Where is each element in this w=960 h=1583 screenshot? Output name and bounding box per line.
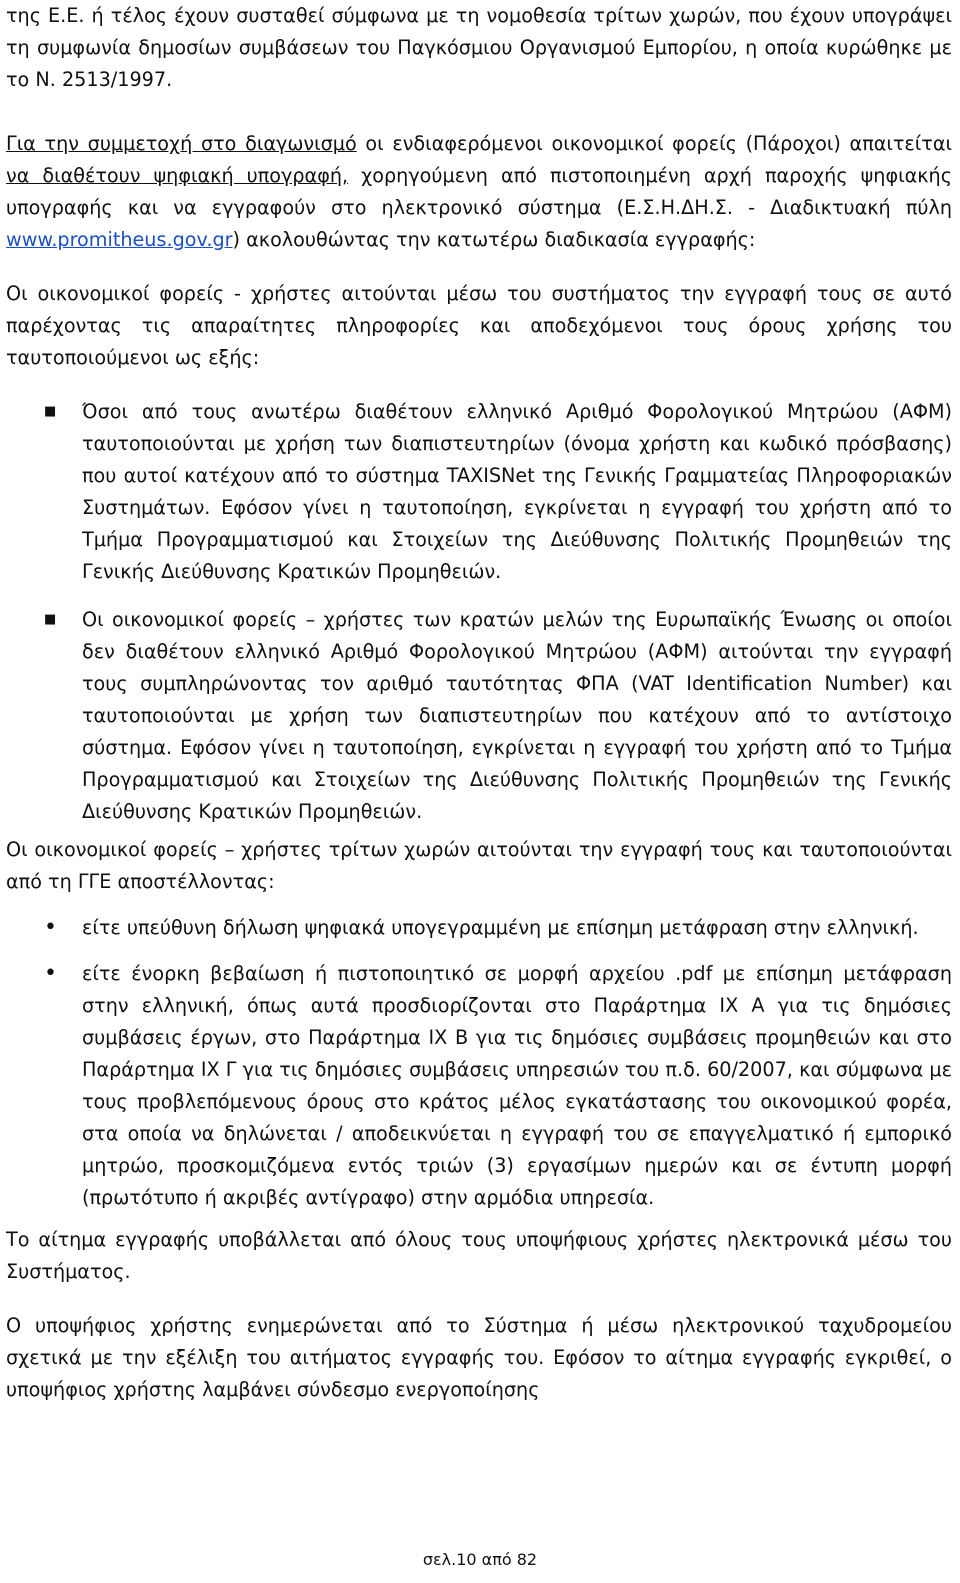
list-item-text: είτε υπεύθυνη δήλωση ψηφιακά υπογεγραμμένη με επίσημη μετάφραση στην ελληνική. — [82, 916, 919, 939]
paragraph-request-submission: Το αίτημα εγγραφής υποβάλλεται από όλους τους υποψήφιους χρήστες ηλεκτρονικά μέσω του Συστήματος. — [6, 1228, 952, 1283]
square-bullet-icon: ■ — [44, 612, 57, 627]
paragraph-users-identification: Οι οικονομικοί φορείς - χρήστες αιτούνται μέσω του συστήματος την εγγραφή τους σε αυτό παρέχοντας τις απαραίτητες πληροφορίες και αποδεχόμενοι τους όρους χρήσης του ταυτοποιούμενοι ως εξής: — [6, 282, 952, 369]
paragraph-candidate-notification: Ο υποψήφιος χρήστης ενημερώνεται από το Σύστημα ή μέσω ηλεκτρονικού ταχυδρομείου σχετικά με την εξέλιξη του αιτήματος εγγραφής του. Εφόσον το αίτημα εγγραφής εγκριθεί, ο υποψήφιος χρήστης λαμβάνει σύνδεσμο ενεργοποίησης — [6, 1314, 952, 1401]
list-item — [6, 912, 952, 944]
list-item-text: Όσοι από τους ανωτέρω διαθέτουν ελληνικό Αριθμό Φορολογικού Μητρώου (ΑΦΜ) ταυτοποιούνται με χρήση των διαπιστευτηρίων (όνομα χρήστη και κωδικό πρόσβασης) που αυτοί κατέχουν από το σύστημα TAXISNet της Γενικής Γραμματείας Πληροφοριακών Συστημάτων. Εφόσον γίνει η ταυτοποίηση, εγκρίνεται η εγγραφή του χρήστη από το Τμήμα Προγραμματισμού και Στοιχείων της Διεύθυνσης Πολιτικής Προμηθειών της Γενικής Διεύθυνσης Κρατικών Προμηθειών. — [82, 400, 952, 583]
list-item — [6, 958, 952, 1214]
spacer — [6, 256, 952, 278]
spacer — [6, 374, 952, 396]
list-item — [6, 604, 952, 828]
spacer — [6, 1288, 952, 1310]
list-item-text: είτε ένορκη βεβαίωση ή πιστοποιητικό σε μορφή αρχείου .pdf με επίσημη μετάφραση στην ελληνική, όπως αυτά προσδιορίζονται στο Παράρτημα ΙΧ Α για τις δημόσιες συμβάσεις έργων, στο Παράρτημα ΙΧ Β για τις δημόσιες συμβάσεις προμηθειών και στο Παράρτημα ΙΧ Γ για τις δημόσιες συμβάσεις υπηρεσιών του π.δ. 60/2007, και σύμφωνα με τους προβλεπόμενους όρους στο κράτος μέλος εγκατάστασης του οικονομικού φορέα, στα οποία να δηλώνεται / αποδεικνύεται η εγγραφή του σε επαγγελματικό ή εμπορικό μητρώο, προσκομιζόμενα εντός τριών (3) εργασίμων ημερών και σε έντυπη μορφή (πρωτότυπο ή ακριβές αντίγραφο) στην αρμόδια υπηρεσία. — [82, 962, 952, 1209]
paragraph-intro: της Ε.Ε. ή τέλος έχουν συσταθεί σύμφωνα με τη νομοθεσία τρίτων χωρών, που έχουν υπογράψει τη συμφωνία δημοσίων συμβάσεων του Παγκόσμιου Οργανισμού Εμπορίου, η οποία κυρώθηκε με το Ν. 2513/1997. — [6, 4, 952, 91]
page-number-footer: σελ.10 από 82 — [422, 1550, 538, 1569]
text-segment: χορηγούμενη από πιστοποιημένη αρχή παροχής ψηφιακής υπογραφής και να εγγραφούν στο ηλεκτρονικό σύστημα (Ε.Σ.Η.ΔΗ.Σ. - Διαδικτυακή πύλη — [6, 164, 952, 219]
list-item-text: Οι οικονομικοί φορείς – χρήστες των κρατών μελών της Ευρωπαϊκής Ένωσης οι οποίοι δεν διαθέτουν ελληνικό Αριθμό Φορολογικού Μητρώου (ΑΦΜ) αιτούνται την εγγραφή τους συμπληρώνοντας τον αριθμό ταυτότητας ΦΠΑ (VAT Identification Number) και ταυτοποιούνται με χρήση των διαπιστευτηρίων που κατέχουν από το αντίστοιχο σύστημα. Εφόσον γίνει η ταυτοποίηση, εγκρίνεται η εγγραφή του χρήστη από το Τμήμα Προγραμματισμού και Στοιχείων της Διεύθυνσης Πολιτικής Προμηθειών της Γενικής Διεύθυνσης Κρατικών Προμηθειών. — [82, 608, 952, 823]
bullet-dot-icon: • — [44, 915, 57, 940]
list-item — [6, 396, 952, 588]
bullet-dot-icon: • — [44, 961, 57, 986]
document-page — [6, 0, 952, 1406]
spacer — [6, 1214, 952, 1224]
square-bullet-list — [6, 396, 952, 828]
square-bullet-icon: ■ — [44, 404, 57, 419]
promitheus-link[interactable]: www.promitheus.gov.gr — [6, 228, 233, 251]
underlined-phrase-digital-signature: να διαθέτουν ψηφιακή υπογραφή, — [6, 164, 349, 187]
spacer — [6, 96, 952, 128]
dot-bullet-list — [6, 912, 952, 1214]
text-segment: ) ακολουθώντας την κατωτέρω διαδικασία εγγραφής: — [232, 228, 756, 251]
paragraph-registration — [6, 128, 952, 256]
text-segment: οι ενδιαφερόμενοι οικονομικοί φορείς (Πάροχοι) απαιτείται — [356, 132, 952, 155]
underlined-phrase-participation: Για την συμμετοχή στο διαγωνισμό — [6, 132, 357, 155]
paragraph-third-countries: Οι οικονομικοί φορείς – χρήστες τρίτων χωρών αιτούνται την εγγραφή τους και ταυτοποιούνται από τη ΓΓΕ αποστέλλοντας: — [6, 838, 952, 893]
spacer — [6, 898, 952, 912]
